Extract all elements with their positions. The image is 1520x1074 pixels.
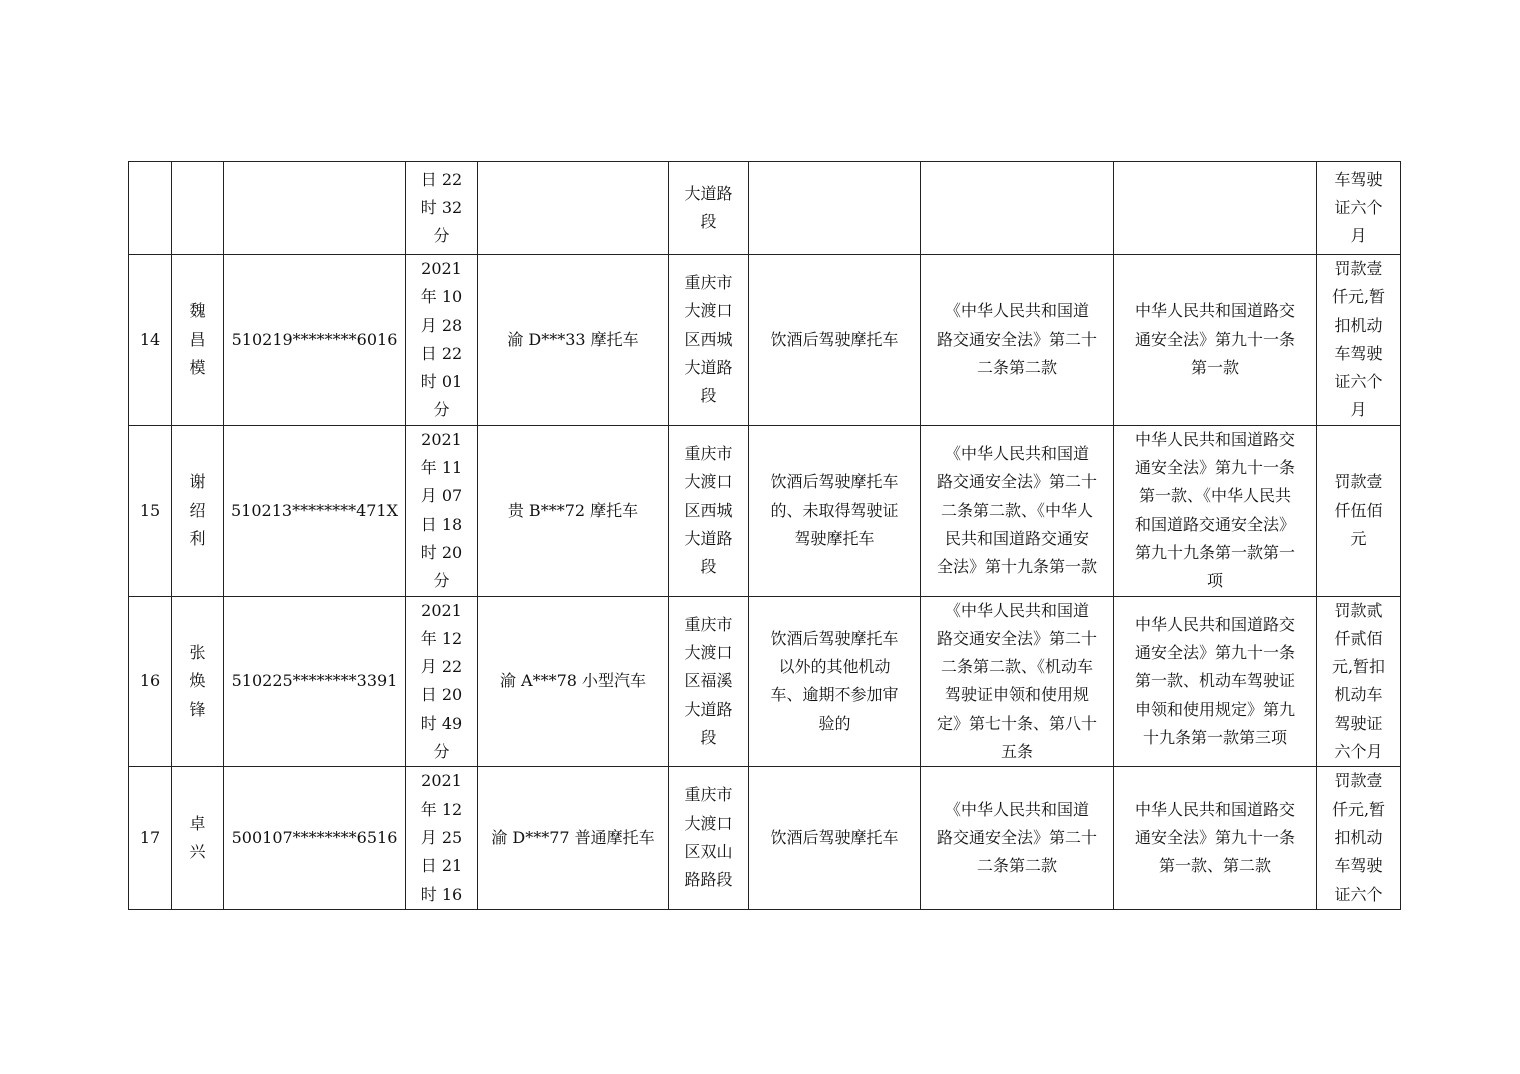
cell-no: 14 — [129, 255, 172, 426]
cell-location: 重庆市 大渡口 区福溪 大道路 段 — [669, 596, 749, 767]
cell-name: 卓 兴 — [172, 767, 224, 909]
cell-no — [129, 162, 172, 255]
cell-time: 2021 年 10 月 28 日 22 时 01 分 — [406, 255, 478, 426]
cell-location: 重庆市 大渡口 区西城 大道路 段 — [669, 425, 749, 596]
cell-vehicle: 贵 B***72 摩托车 — [478, 425, 669, 596]
cell-basis: 《中华人民共和国道 路交通安全法》第二十 二条第二款 — [921, 255, 1114, 426]
cell-penalty: 车驾驶 证六个 月 — [1317, 162, 1401, 255]
cell-name: 张 焕 锋 — [172, 596, 224, 767]
cell-penalty: 罚款贰 仟贰佰 元,暂扣 机动车 驾驶证 六个月 — [1317, 596, 1401, 767]
cell-no: 16 — [129, 596, 172, 767]
cell-violation: 饮酒后驾驶摩托车 — [749, 767, 921, 909]
cell-basis: 《中华人民共和国道 路交通安全法》第二十 二条第二款、《中华人 民共和国道路交通安 全法》第十九条第一款 — [921, 425, 1114, 596]
cell-time: 2021 年 12 月 22 日 20 时 49 分 — [406, 596, 478, 767]
cell-vehicle — [478, 162, 669, 255]
cell-location: 大道路 段 — [669, 162, 749, 255]
cell-name: 魏 昌 模 — [172, 255, 224, 426]
cell-violation: 饮酒后驾驶摩托车 — [749, 255, 921, 426]
cell-basis — [921, 162, 1114, 255]
violations-table — [128, 161, 1401, 910]
cell-no: 17 — [129, 767, 172, 909]
cell-id-number — [224, 162, 406, 255]
cell-time: 日 22 时 32 分 — [406, 162, 478, 255]
cell-id-number: 510225********3391 — [224, 596, 406, 767]
cell-violation: 饮酒后驾驶摩托车 的、未取得驾驶证 驾驶摩托车 — [749, 425, 921, 596]
cell-id-number: 510213********471X — [224, 425, 406, 596]
cell-location: 重庆市 大渡口 区双山 路路段 — [669, 767, 749, 909]
cell-time: 2021 年 11 月 07 日 18 时 20 分 — [406, 425, 478, 596]
cell-id-number: 500107********6516 — [224, 767, 406, 909]
cell-name — [172, 162, 224, 255]
cell-penalty-basis: 中华人民共和国道路交 通安全法》第九十一条 第一款、第二款 — [1114, 767, 1317, 909]
cell-vehicle: 渝 D***33 摩托车 — [478, 255, 669, 426]
cell-violation — [749, 162, 921, 255]
cell-basis: 《中华人民共和国道 路交通安全法》第二十 二条第二款、《机动车 驾驶证申领和使用规 定》第七十条、第八十 五条 — [921, 596, 1114, 767]
cell-penalty-basis — [1114, 162, 1317, 255]
cell-id-number: 510219********6016 — [224, 255, 406, 426]
cell-penalty-basis: 中华人民共和国道路交 通安全法》第九十一条 第一款、机动车驾驶证 申领和使用规定》第九 十九条第一款第三项 — [1114, 596, 1317, 767]
cell-location: 重庆市 大渡口 区西城 大道路 段 — [669, 255, 749, 426]
cell-violation: 饮酒后驾驶摩托车 以外的其他机动 车、逾期不参加审 验的 — [749, 596, 921, 767]
table-row — [129, 596, 1401, 767]
table-row — [129, 162, 1401, 255]
cell-name: 谢 绍 利 — [172, 425, 224, 596]
cell-penalty-basis: 中华人民共和国道路交 通安全法》第九十一条 第一款、《中华人民共 和国道路交通安全法》 第九十九条第一款第一 项 — [1114, 425, 1317, 596]
cell-penalty-basis: 中华人民共和国道路交 通安全法》第九十一条 第一款 — [1114, 255, 1317, 426]
cell-penalty: 罚款壹 仟元,暂 扣机动 车驾驶 证六个 — [1317, 767, 1401, 909]
cell-basis: 《中华人民共和国道 路交通安全法》第二十 二条第二款 — [921, 767, 1114, 909]
cell-no: 15 — [129, 425, 172, 596]
cell-penalty: 罚款壹 仟伍佰 元 — [1317, 425, 1401, 596]
cell-vehicle: 渝 A***78 小型汽车 — [478, 596, 669, 767]
cell-penalty: 罚款壹 仟元,暂 扣机动 车驾驶 证六个 月 — [1317, 255, 1401, 426]
cell-time: 2021 年 12 月 25 日 21 时 16 — [406, 767, 478, 909]
table-row — [129, 767, 1401, 909]
table-row — [129, 425, 1401, 596]
cell-vehicle: 渝 D***77 普通摩托车 — [478, 767, 669, 909]
table-row — [129, 255, 1401, 426]
